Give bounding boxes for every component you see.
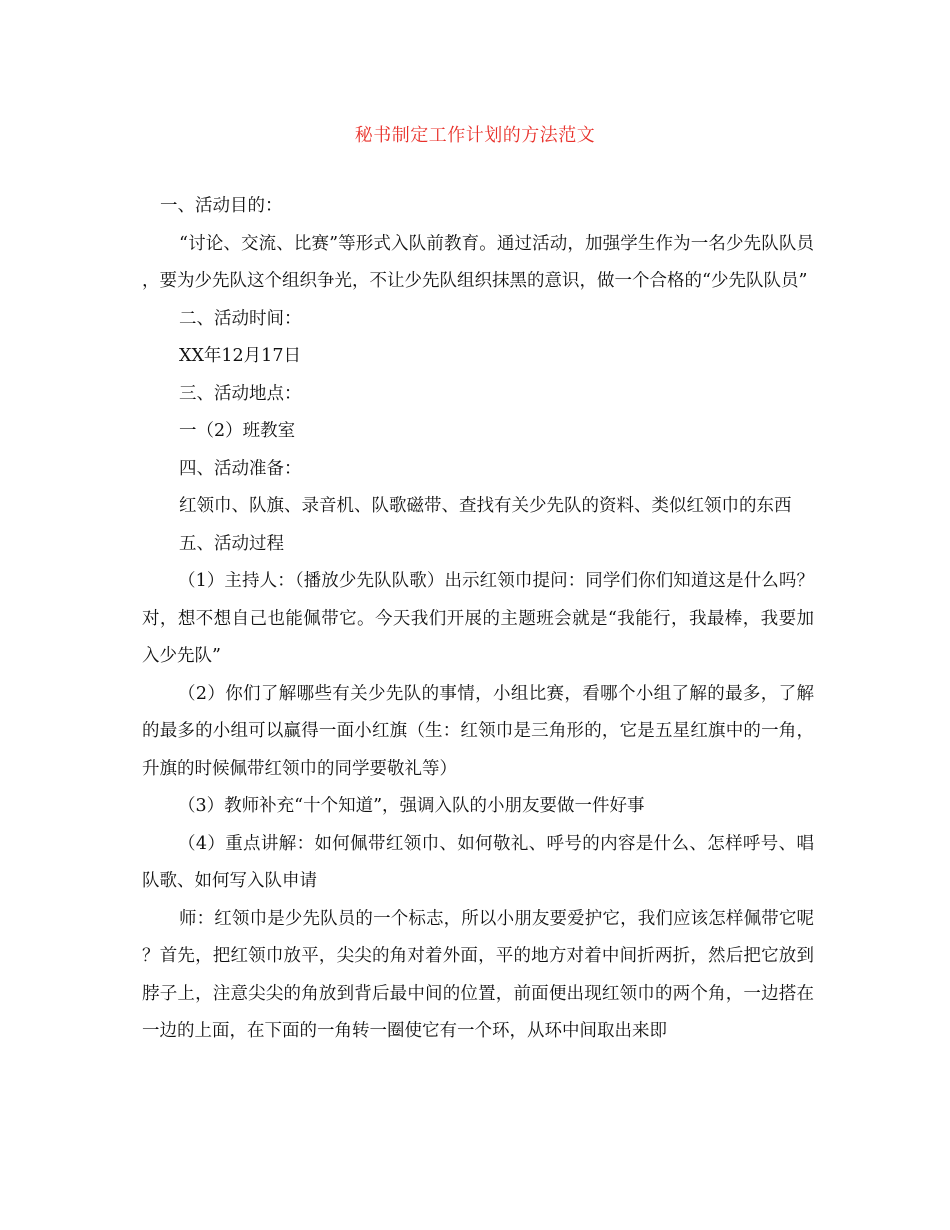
document-body: [142, 188, 814, 1051]
section-heading-process: 五、活动过程: [179, 533, 284, 554]
paragraph-preparation: 红领巾、队旗、录音机、队歌磁带、查找有关少先队的资料、类似红领巾的东西: [179, 496, 792, 516]
section-heading-purpose: 一、活动目的：: [160, 196, 283, 216]
process-item-3: （3）教师补充“十个知道”，强调入队的小朋友要做一件好事: [178, 796, 645, 816]
section-heading-preparation: 四、活动准备：: [179, 458, 302, 479]
process-item-1: （1）主持人：（播放少先队队歌）出示红领巾提问：同学们你们知道这是什么吗？对，想不想自己也能佩带它。今天我们开展的主题班会就是“我能行，我最棒，我要加入少先队”: [142, 571, 814, 666]
section-heading-location: 三、活动地点：: [179, 383, 302, 404]
paragraph-teacher-explanation: 师：红领巾是少先队员的一个标志，所以小朋友要爱护它，我们应该怎样佩带它呢？首先，把红领巾放平，尖尖的角对着外面，平的地方对着中间折两折，然后把它放到脖子上，注意尖尖的角放到背后最中间的位置，前面便出现红领巾的两个角，一边搭在一边的上面，在下面的一角转一圈使它有一个环，从环中间取出来即: [142, 908, 814, 1041]
paragraph-location: 一（2）班教室: [179, 421, 296, 441]
section-heading-time: 二、活动时间：: [179, 308, 302, 329]
paragraph-purpose: “讨论、交流、比赛”等形式入队前教育。通过活动，加强学生作为一名少先队队员，要为少先队这个组织争光，不让少先队组织抹黑的意识，做一个合格的“少先队队员”: [142, 233, 814, 291]
process-item-4: （4）重点讲解：如何佩带红领巾、如何敬礼、呼号的内容是什么、怎样呼号、唱队歌、如何写入队申请: [142, 833, 814, 891]
document-title: 秘书制定工作计划的方法范文: [354, 125, 596, 146]
process-item-2: （2）你们了解哪些有关少先队的事情，小组比赛，看哪个小组了解的最多，了解的最多的小组可以赢得一面小红旗（生：红领巾是三角形的，它是五星红旗中的一角，升旗的时候佩带红领巾的同学要敬礼等）: [142, 683, 814, 779]
paragraph-time: XX年12月17日: [179, 346, 301, 366]
